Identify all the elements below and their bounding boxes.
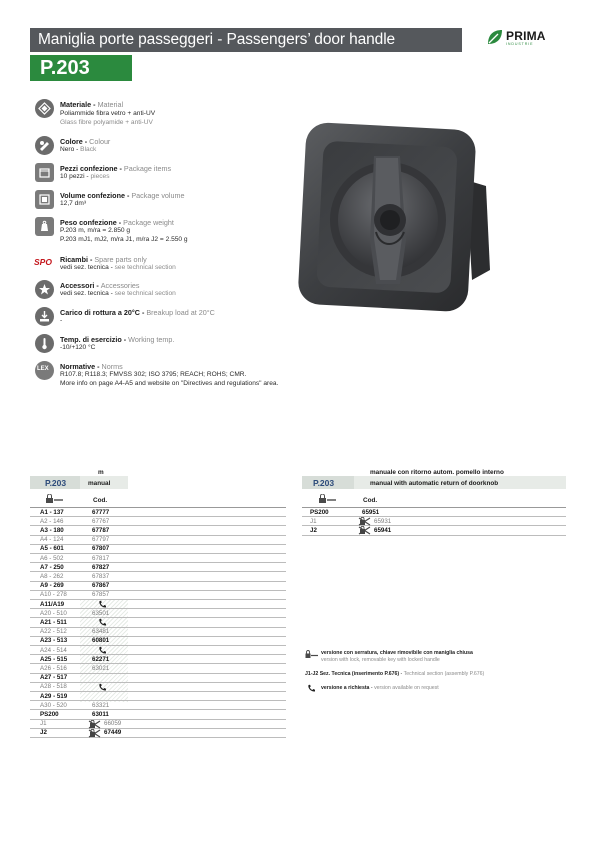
table-row	[30, 600, 286, 609]
table-row	[30, 591, 286, 600]
table-row	[30, 710, 286, 719]
right-table-note-en: manual with automatic return of doorknob	[370, 480, 499, 487]
table-row	[30, 545, 286, 554]
row-key: A25 - 515	[40, 655, 68, 663]
row-key: A27 - 517	[40, 674, 68, 682]
weight-label: Peso confezione - Package weight	[60, 218, 174, 227]
table-row	[30, 628, 286, 637]
row-code: 65931	[374, 517, 392, 525]
row-code: 67449	[104, 729, 122, 737]
table-row	[30, 646, 286, 655]
table-row	[30, 655, 286, 664]
weight-value-1: P.203 m, m/ra = 2.850 g	[60, 227, 131, 234]
table-row	[30, 572, 286, 581]
phone-icon	[98, 600, 107, 609]
row-key: PS200	[310, 508, 329, 516]
breakup-value: -	[60, 317, 63, 324]
lock-key-icon	[45, 494, 65, 504]
table-row	[30, 692, 286, 701]
row-code: 62271	[92, 655, 110, 663]
left-table-note-en: manual	[88, 480, 111, 487]
spare-label: Ricambi - Spare parts only	[60, 255, 147, 264]
row-key: A5 - 601	[40, 545, 64, 553]
row-key: A28 - 518	[40, 683, 67, 691]
table-row	[30, 508, 286, 517]
table-row	[30, 618, 286, 627]
volume-value: 12,7 dm³	[60, 200, 87, 207]
row-key: A8 - 262	[40, 572, 64, 580]
accessories-value: vedi sez. tecnica - see technical section	[60, 290, 176, 297]
legend-lock-it: versione con serratura, chiave rimovibile con maniglia chiusa	[321, 650, 473, 656]
row-key: A30 - 520	[40, 701, 67, 709]
row-code: 65941	[374, 526, 392, 534]
table-row	[302, 517, 566, 526]
row-key: J1	[40, 720, 47, 728]
palette-icon	[35, 136, 54, 155]
row-code: 67857	[92, 591, 110, 599]
phone-icon	[98, 683, 107, 692]
row-code: 63021	[92, 664, 110, 672]
table-row	[302, 508, 566, 517]
row-key: A6 - 502	[40, 554, 64, 562]
row-code: 63011	[92, 710, 109, 718]
table-row	[30, 563, 286, 572]
row-key: A21 - 511	[40, 618, 67, 626]
lock-key-icon	[358, 526, 372, 535]
row-code: 63321	[92, 701, 110, 709]
table-row	[30, 526, 286, 535]
row-code: 63481	[92, 628, 110, 636]
table-row	[30, 683, 286, 692]
page-title: Maniglia porte passeggeri - Passengers’ door handle	[38, 31, 396, 48]
row-key: A3 - 180	[40, 526, 64, 534]
weight-value-2: P.203 mJ1, mJ2, m/ra J1, m/ra J2 = 2.550 g	[60, 236, 188, 243]
accessories-label: Accessori - Accessories	[60, 281, 140, 290]
right-table-note-it: manuale con ritorno autom. pomello interno	[370, 469, 504, 476]
norms-badge: LEX	[35, 361, 54, 380]
table-row	[30, 720, 286, 729]
row-key: A10 - 278	[40, 591, 67, 599]
lock-key-icon	[358, 517, 372, 526]
row-key: PS200	[40, 710, 59, 718]
spare-parts-badge: SPO	[34, 254, 56, 273]
load-icon	[35, 307, 54, 326]
temp-value: -10/+120 °C	[60, 344, 96, 351]
row-key: A2 - 146	[40, 517, 64, 525]
temp-label: Temp. di esercizio - Working temp.	[60, 335, 175, 344]
title-bar	[30, 28, 462, 52]
norms-label: Normative - Norms	[60, 362, 123, 371]
row-key: A26 - 516	[40, 664, 67, 672]
lock-key-icon	[88, 729, 102, 738]
lock-key-icon	[305, 650, 319, 659]
logo-subtitle: INDUSTRIE	[506, 42, 534, 46]
material-value-it: Poliammide fibra vetro + anti-UV	[60, 110, 156, 117]
table-row	[30, 582, 286, 591]
row-code: 60801	[92, 637, 110, 645]
row-code: 67807	[92, 545, 110, 553]
row-code: 63501	[92, 609, 110, 617]
row-key: A9 - 269	[40, 582, 64, 590]
row-key: J1	[310, 517, 317, 525]
table-row	[30, 674, 286, 683]
row-key: J2	[40, 729, 47, 737]
row-code: 66059	[104, 720, 122, 728]
material-icon	[35, 99, 54, 118]
table-row	[30, 609, 286, 618]
norms-value-2: More info on page A4-A5 and website on "Directives and regulations" area.	[60, 380, 279, 387]
table-row	[30, 517, 286, 526]
row-key: A24 - 514	[40, 646, 67, 654]
row-key: A4 - 124	[40, 536, 64, 544]
table-row	[30, 536, 286, 545]
star-icon	[35, 280, 54, 299]
box-icon	[35, 163, 54, 182]
row-key: A29 - 519	[40, 692, 68, 700]
left-table-note-it: m	[98, 469, 104, 476]
row-code: 67767	[92, 517, 110, 525]
table-row	[30, 664, 286, 673]
phone-icon	[98, 646, 107, 655]
product-code-badge	[30, 55, 132, 81]
row-code: 67787	[92, 526, 110, 534]
row-key: J2	[310, 526, 317, 534]
row-code: 65951	[362, 508, 380, 516]
row-code: 67837	[92, 572, 110, 580]
leaf-logo-icon	[486, 28, 504, 48]
lock-key-icon	[318, 494, 338, 504]
row-key: A1 - 137	[40, 508, 64, 516]
thermometer-icon	[35, 334, 54, 353]
table-row	[302, 526, 566, 535]
left-table-code: P.203	[45, 478, 67, 488]
spare-value: vedi sez. tecnica - see technical section	[60, 264, 176, 271]
row-code: 67777	[92, 508, 110, 516]
row-key: A11/A19	[40, 600, 65, 608]
product-code: P.203	[40, 57, 90, 79]
norms-value-1: R107.8; R118.3; FMVSS 302; ISO 3795; REACH; ROHS; CMR.	[60, 371, 247, 378]
legend-lock-en: version with lock, removable key with locked handle	[321, 657, 440, 663]
row-code: 67797	[92, 536, 110, 544]
row-code: 67827	[92, 563, 110, 571]
lock-key-icon	[88, 720, 102, 729]
table-row	[30, 637, 286, 646]
table-row	[30, 729, 286, 738]
volume-label: Volume confezione - Package volume	[60, 191, 185, 200]
row-key: A20 - 510	[40, 609, 67, 617]
legend-technical: J1-J2 Sez. Tecnica (inserimento P.676) - Technical section (assembly P.676)	[305, 671, 485, 677]
right-table-code: P.203	[313, 478, 335, 488]
left-table-col-cod: Cod.	[93, 497, 108, 504]
right-table-col-cod: Cod.	[363, 497, 378, 504]
material-value-en: Glass fibre polyamide + anti-UV	[60, 119, 153, 126]
logo-wordmark: PRIMA	[506, 29, 546, 43]
volume-icon	[35, 190, 54, 209]
row-code: 67817	[92, 554, 110, 562]
colour-value: Nero - Black	[60, 146, 97, 153]
items-value: 10 pezzi - pieces	[60, 173, 110, 180]
product-photo	[296, 120, 492, 334]
colour-label: Colore - Colour	[60, 137, 111, 146]
table-row	[30, 554, 286, 563]
items-label: Pezzi confezione - Package items	[60, 164, 172, 173]
row-key: A7 - 250	[40, 563, 64, 571]
row-key: A22 - 512	[40, 628, 67, 636]
material-label: Materiale - Material	[60, 100, 124, 109]
row-code: 67867	[92, 582, 110, 590]
row-key: A23 - 513	[40, 637, 68, 645]
legend-on-request: versione a richiesta - version available on request	[321, 685, 439, 691]
breakup-label: Carico di rottura a 20°C - Breakup load at 20°C	[60, 308, 215, 317]
brand-logo	[486, 28, 566, 50]
weight-icon	[35, 217, 54, 236]
phone-icon	[98, 618, 107, 627]
phone-icon	[307, 684, 316, 693]
table-row	[30, 701, 286, 710]
